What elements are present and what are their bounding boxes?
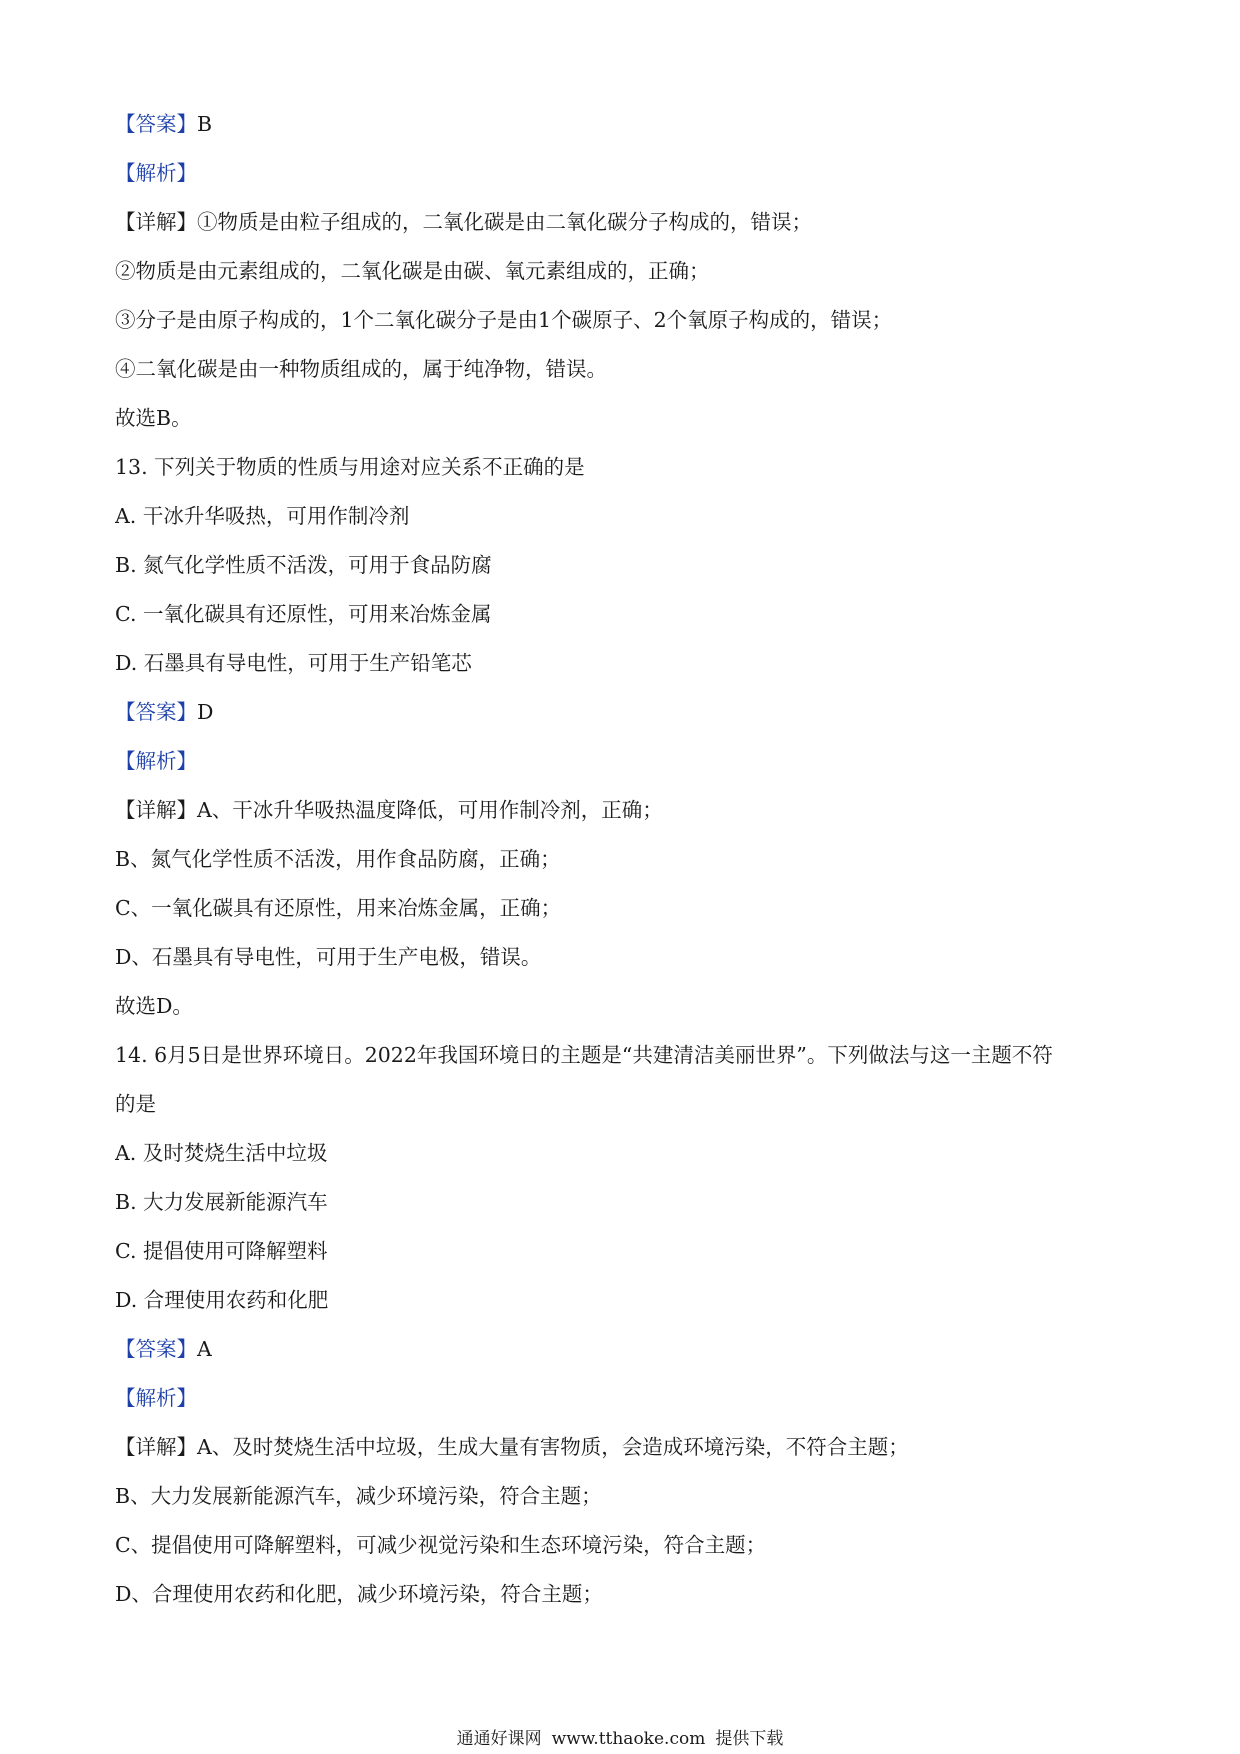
- analysis-tag: 【解析】: [115, 161, 197, 185]
- question-13-option-a: A. 干冰升华吸热，可用作制冷剂: [115, 504, 410, 528]
- detail-line-12-4: ④二氧化碳是由一种物质组成的，属于纯净物，错误。: [115, 357, 607, 381]
- detail-line-12-2: ②物质是由元素组成的，二氧化碳是由碳、氧元素组成的，正确；: [115, 259, 710, 283]
- question-13-option-b: B. 氮气化学性质不活泼，可用于食品防腐: [115, 553, 492, 577]
- detail-line-13-1: [115, 786, 1135, 835]
- question-14-stem-line-2: 的是: [115, 1092, 156, 1116]
- page-footer: [0, 1728, 1240, 1750]
- answer-tag: 【答案】: [115, 112, 197, 136]
- analysis-tag: 【解析】: [115, 1386, 197, 1410]
- detail-tag: 【详解】: [115, 1435, 197, 1459]
- detail-line-13-3: C、一氧化碳具有还原性，用来冶炼金属，正确；: [115, 896, 562, 920]
- answer-value: A: [197, 1337, 212, 1361]
- answer-tag: 【答案】: [115, 700, 197, 724]
- detail-line-14-4: D、合理使用农药和化肥，减少环境污染，符合主题；: [115, 1582, 603, 1606]
- answer-line-12: [115, 100, 1135, 149]
- question-13-option-c: C. 一氧化碳具有还原性，可用来冶炼金属: [115, 602, 492, 626]
- footer-url[interactable]: www.tthaoke.com: [551, 1729, 706, 1749]
- detail-line-14-2: B、大力发展新能源汽车，减少环境污染，符合主题；: [115, 1484, 602, 1508]
- conclusion-13: 故选D。: [115, 994, 193, 1018]
- analysis-line-12: [115, 149, 1135, 198]
- detail-line-14-3: C、提倡使用可降解塑料，可减少视觉污染和生态环境污染，符合主题；: [115, 1533, 767, 1557]
- question-14-option-c: C. 提倡使用可降解塑料: [115, 1239, 328, 1263]
- detail-line-12-3: ③分子是由原子构成的，1个二氧化碳分子是由1个碳原子、2个氧原子构成的，错误；: [115, 308, 893, 332]
- answer-line-13: [115, 688, 1135, 737]
- answer-tag: 【答案】: [115, 1337, 197, 1361]
- analysis-line-14: [115, 1374, 1135, 1423]
- answer-value: B: [197, 112, 213, 136]
- question-13-option-d: D. 石墨具有导电性，可用于生产铅笔芯: [115, 651, 472, 675]
- detail-line-14-1: [115, 1423, 1135, 1472]
- detail-line-12-1: [115, 198, 1135, 247]
- detail-tag: 【详解】: [115, 798, 197, 822]
- answer-value: D: [197, 700, 214, 724]
- footer-site-name: 通通好课网: [456, 1729, 542, 1749]
- footer-note: 提供下载: [715, 1729, 784, 1749]
- document-body: [115, 100, 1135, 1619]
- question-14-option-b: B. 大力发展新能源汽车: [115, 1190, 328, 1214]
- question-13-stem: 13. 下列关于物质的性质与用途对应关系不正确的是: [115, 455, 585, 479]
- question-14-option-a: A. 及时焚烧生活中垃圾: [115, 1141, 328, 1165]
- detail-text: A、及时焚烧生活中垃圾，生成大量有害物质，会造成环境污染，不符合主题；: [197, 1435, 909, 1459]
- detail-tag: 【详解】: [115, 210, 197, 234]
- conclusion-12: 故选B。: [115, 406, 192, 430]
- detail-line-13-4: D、石墨具有导电性，可用于生产电极，错误。: [115, 945, 542, 969]
- question-14-stem-line-1: 14. 6月5日是世界环境日。2022年我国环境日的主题是“共建清洁美丽世界”。下列做法与这一主题不符: [115, 1043, 1053, 1067]
- detail-line-13-2: B、氮气化学性质不活泼，用作食品防腐，正确；: [115, 847, 561, 871]
- analysis-line-13: [115, 737, 1135, 786]
- analysis-tag: 【解析】: [115, 749, 197, 773]
- detail-text: ①物质是由粒子组成的，二氧化碳是由二氧化碳分子构成的，错误；: [197, 210, 812, 234]
- question-14-option-d: D. 合理使用农药和化肥: [115, 1288, 329, 1312]
- detail-text: A、干冰升华吸热温度降低，可用作制冷剂，正确；: [197, 798, 663, 822]
- answer-line-14: [115, 1325, 1135, 1374]
